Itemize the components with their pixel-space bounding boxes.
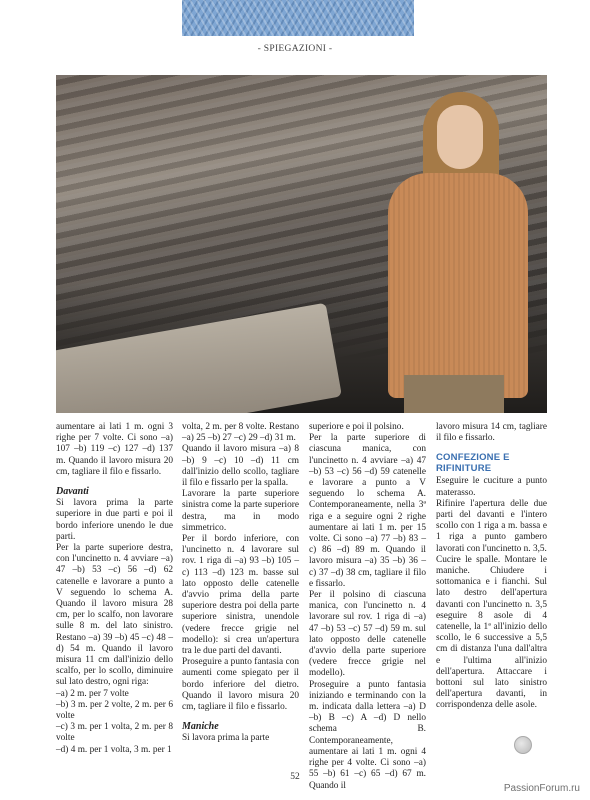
model-photo — [56, 75, 547, 413]
page-number: 52 — [290, 772, 300, 782]
paragraph: Cucire le spalle. Montare le maniche. Chiudere i sottomanica e i fianchi. Sul lato destro dell'apertura davanti con l'uncinetto n. 3,5 eseguire 8 asole di 4 catenelle, la 1ª all'inizio dello scollo, le 6 successive a 5,5 cm di distanza l'una dall'altra e l'ultima all'inizio dell'apertura. Attaccare i bottoni sul lato sinistro dell'apertura davanti, in corrispondenza delle asole. — [436, 554, 547, 711]
model-trousers — [404, 375, 504, 413]
model-face — [437, 105, 483, 169]
paragraph: aumentare ai lati 1 m. ogni 3 righe per 7 volte. Ci sono –a) 107 –b) 119 –c) 127 –d) 137 m. Quando il lavoro misura 20 cm, tagliare il filo e fissarlo. — [56, 422, 173, 477]
paragraph: Lavorare la parte superiore sinistra come la parte superiore destra, ma in modo simmetrico. — [182, 489, 299, 533]
paragraph: Per la parte superiore di ciascuna manica, con l'uncinetto n. 4 avviare –a) 47 –b) 53 –c) 56 –d) 59 catenelle e lavorare a punto a V seguendo lo schema A. Contemporaneamente, nella 3ª riga e a seguire ogni 2 righe aumentare ai lati 1 m. per 15 volte. Ci sono –a) 77 –b) 83 –c) 86 –d) 89 m. Quando il lavoro misura –a) 35 –b) 36 –c) 37 –d) 38 cm, tagliare il filo e fissarlo. — [309, 433, 426, 589]
paragraph: Proseguire a punto fantasia iniziando e terminando con la m. indicata dalla lettera –a) D –b) B –c) A –d) D nello schema B. Contemporaneamente, aumentare ai lati 1 m. ogni 4 righe per 4 volte. Ci sono –a) 55 –b) 61 –c) 65 –d) 67 m. Quando il — [309, 679, 426, 791]
text-column-4 — [436, 422, 547, 712]
paragraph: volta, 2 m. per 8 volte. Restano –a) 25 –b) 27 –c) 29 –d) 31 m. — [182, 422, 299, 444]
crochet-cardigan — [388, 173, 528, 398]
paragraph: –d) 4 m. per 1 volta, 3 m. per 1 — [56, 744, 172, 755]
paragraph: Quando il lavoro misura –a) 8 –b) 9 –c) 10 –d) 11 cm dall'inizio dello scollo, tagliare il filo e fissarlo per la spalla. — [182, 444, 299, 489]
paragraph: Proseguire a punto fantasia con aumenti come spiegato per il bordo inferiore del dietro. Quando il lavoro misura 20 cm, tagliare il filo e fissarlo. — [182, 657, 299, 713]
text-column-1 — [56, 422, 173, 756]
paragraph: Eseguire le cuciture a punto materasso. — [436, 476, 547, 498]
paragraph: –b) 3 m. per 2 volte, 2 m. per 6 volte — [56, 699, 173, 722]
text-column-2 — [182, 422, 299, 745]
paragraph: –a) 2 m. per 7 volte — [56, 688, 129, 699]
paragraph: Rifinire l'apertura delle due parti del davanti e l'intero scollo con 1 riga a m. bassa e 1 riga a punto gambero lavorati con l'uncinetto n. 3,5. — [436, 498, 547, 554]
heading-maniche: Maniche — [182, 721, 219, 733]
section-title: - SPIEGAZIONI - — [257, 44, 333, 54]
button-icon — [514, 736, 532, 754]
paragraph: –c) 3 m. per 1 volta, 2 m. per 8 volte — [56, 722, 173, 744]
paragraph: superiore e poi il polsino. — [309, 422, 404, 432]
watermark: PassionForum.ru — [503, 783, 580, 794]
paragraph: Si lavora prima la parte superiore in due parti e poi il bordo inferiore unendo le due parti. — [56, 498, 173, 542]
paragraph: Per la parte superiore destra, con l'uncinetto n. 4 avviare –a) 47 –b) 53 –c) 56 –d) 62 catenelle e lavorare a punto a V seguendo lo schema A. Quando il lavoro misura 28 cm, per lo scalfo, non lavorare sulle 8 m. del lato sinistro. Restano –a) 39 –b) 45 –c) 48 –d) 54 m. Quando il lavoro misura 11 cm dall'inizio dello scalfo, per lo scollo, diminuire sul lato destro, ogni riga: — [56, 543, 173, 688]
paragraph: lavoro misura 14 cm, tagliare il filo e fissarlo. — [436, 422, 547, 444]
text-column-3 — [309, 422, 426, 792]
yarn-swatch-image — [182, 0, 414, 36]
heading-davanti: Davanti — [56, 486, 89, 498]
paragraph: Per il bordo inferiore, con l'uncinetto n. 4 lavorare sul rov. 1 riga di –a) 93 –b) 105 –c) 113 –d) 123 m. basse sul lato opposto delle catenelle d'avvio prima della parte superiore destra poi della parte superiore sinistra, unendole (vedere frecce grigie nel modello): si crea un'apertura tra le due parti del davanti. — [182, 534, 299, 657]
paragraph: Si lavora prima la parte — [182, 733, 270, 744]
paragraph: Per il polsino di ciascuna manica, con l'uncinetto n. 4 lavorare sul rov. 1 riga di –a) 47 –b) 53 –c) 57 –d) 59 m. sul lato opposto delle catenelle d'avvio della parte superiore (vedere frecce grigie nel modello). — [309, 590, 426, 679]
heading-confezione: CONFEZIONE E RIFINITURE — [436, 452, 510, 475]
